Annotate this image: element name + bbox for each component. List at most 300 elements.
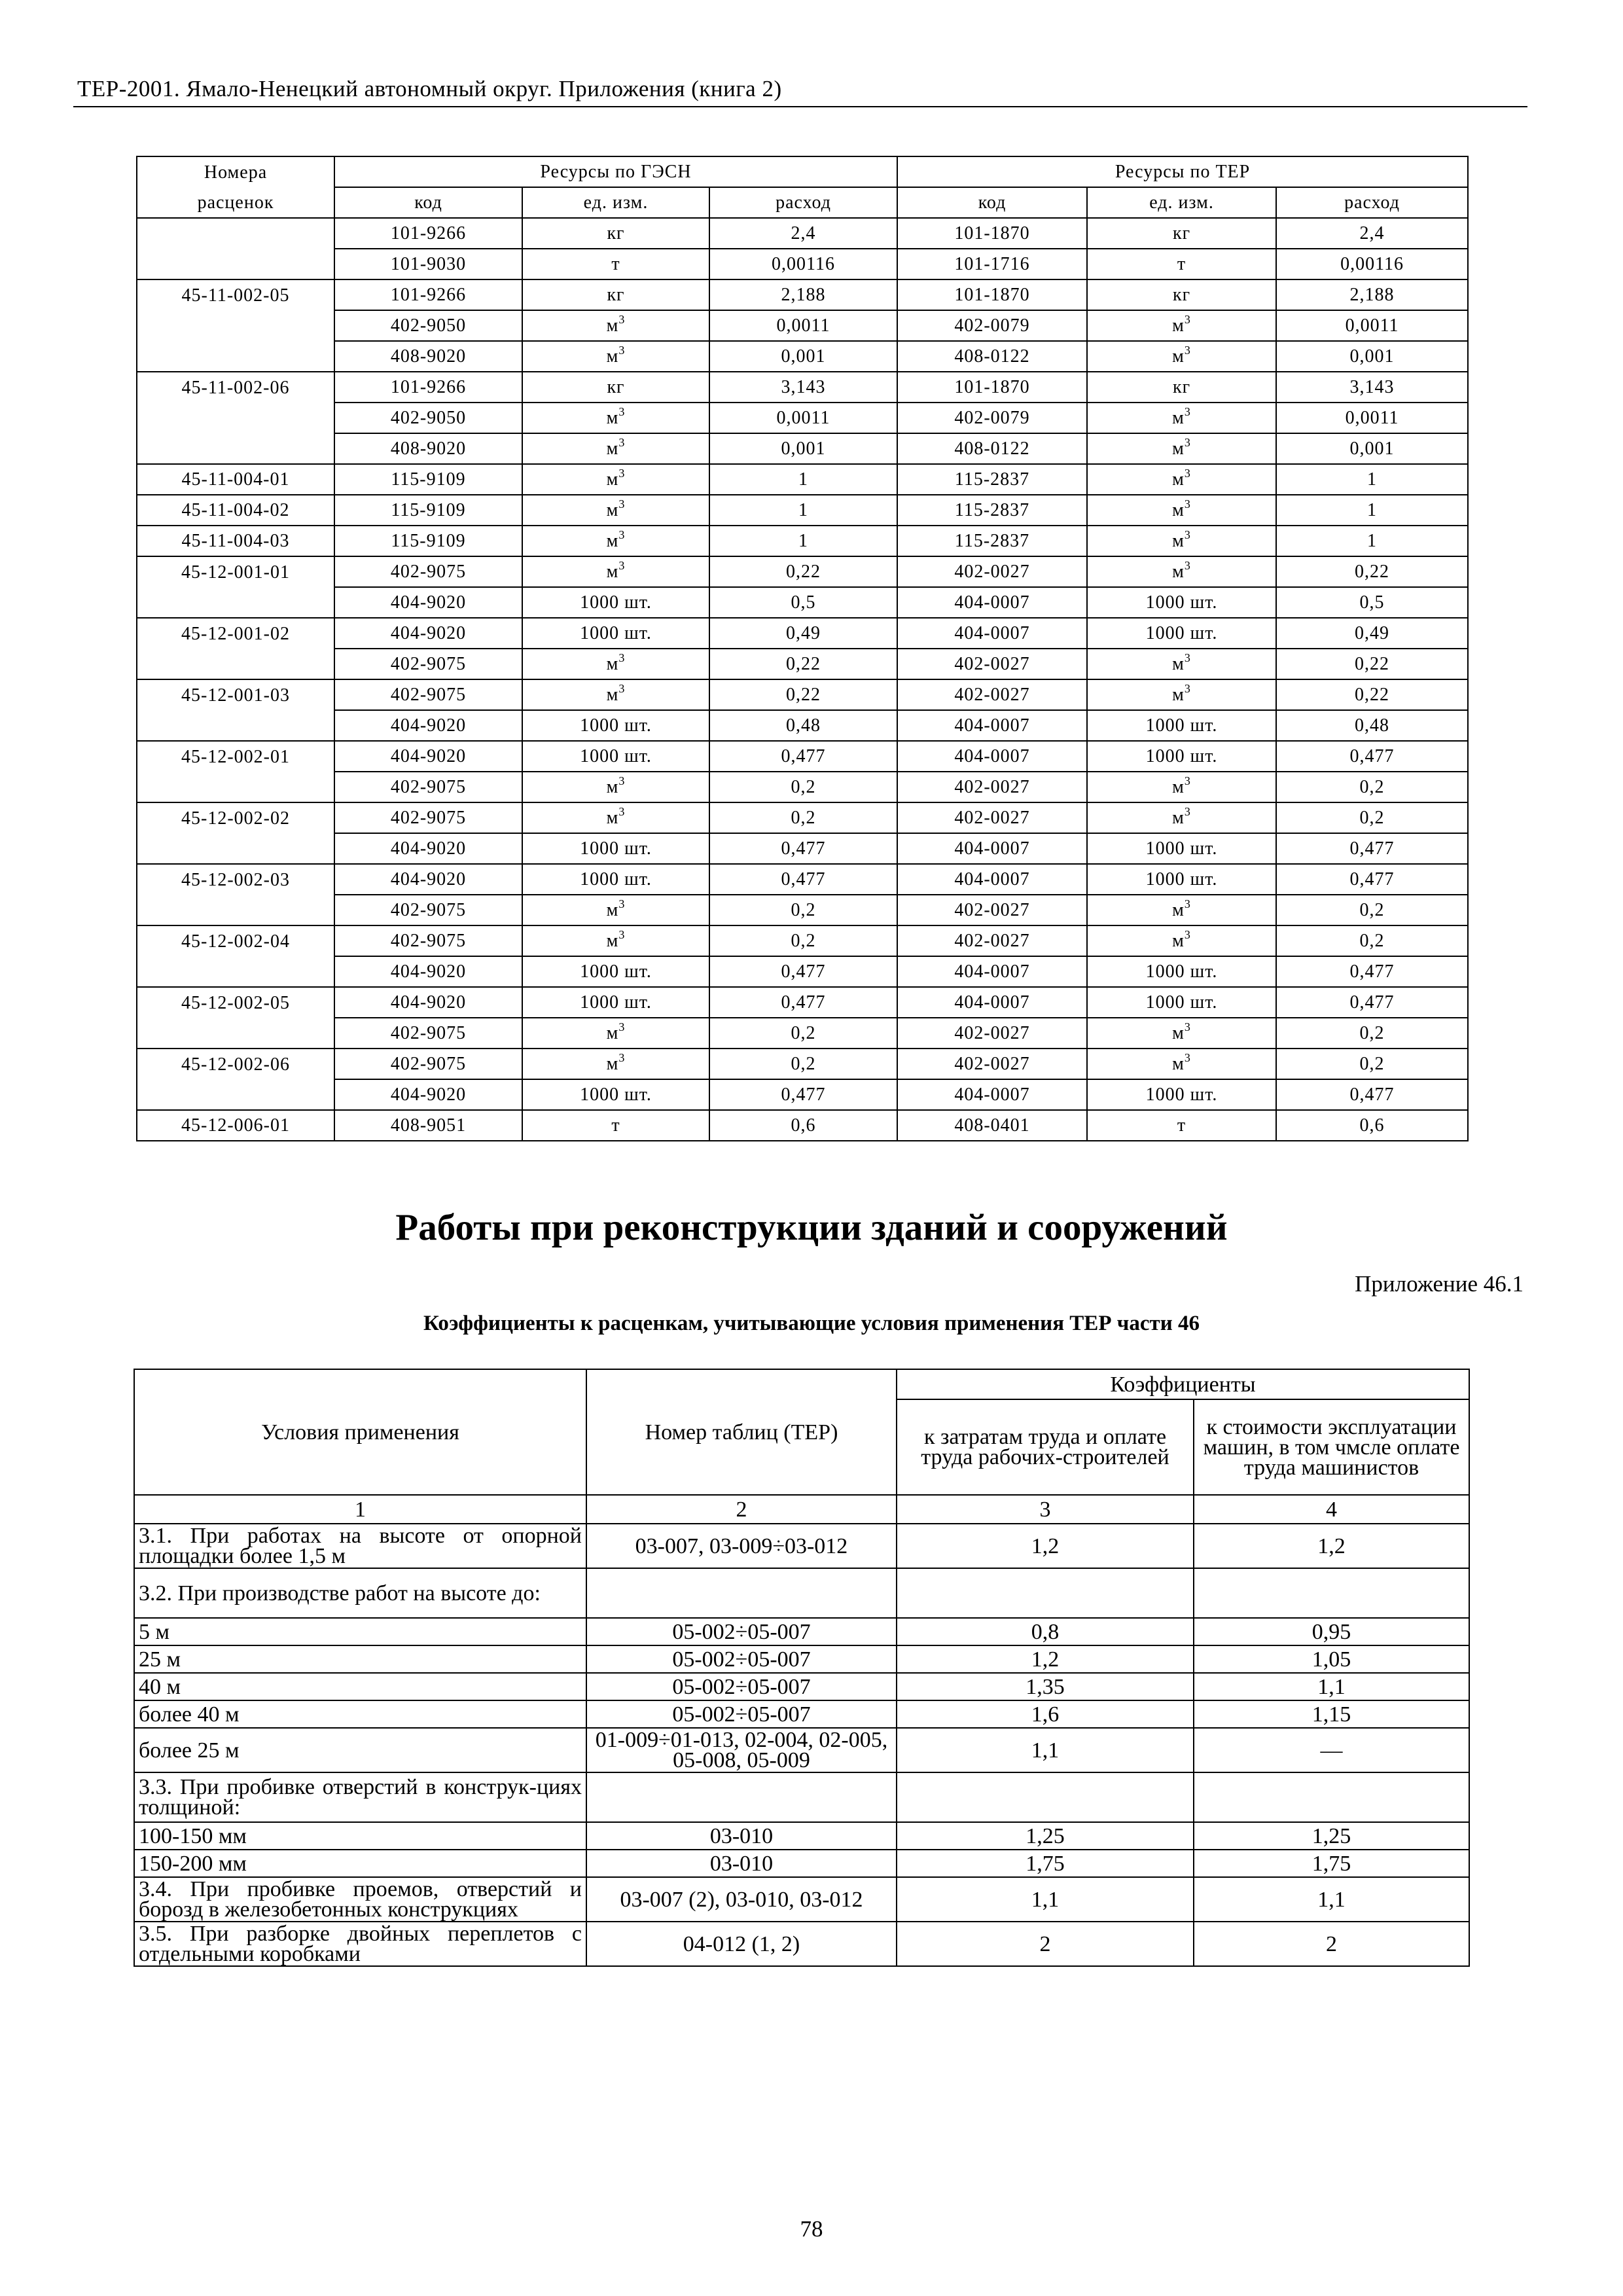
ter-consumption-cell: 1	[1276, 464, 1468, 495]
table-row	[137, 833, 1468, 864]
ter-unit-cell: 1000 шт.	[1087, 956, 1276, 987]
ter-code-cell: 402-0079	[897, 310, 1087, 341]
coefficients-title: Коэффициенты к расценкам, учитывающие условия применения ТЕР части 46	[423, 1312, 1200, 1335]
rate-number-cell	[137, 341, 334, 372]
ter-consumption-cell: 0,00116	[1276, 249, 1468, 279]
table-row	[137, 464, 1468, 495]
labor-coefficient-cell: 0,8	[897, 1618, 1194, 1645]
ter-code-cell: 115-2837	[897, 526, 1087, 556]
gesn-code-cell: 402-9075	[334, 802, 522, 833]
ter-unit-cell: 1000 шт.	[1087, 1079, 1276, 1110]
gesn-consumption-cell: 0,22	[709, 649, 897, 679]
gesn-unit-cell: т	[522, 1110, 709, 1141]
table-numbers-cell: 05-002÷05-007	[586, 1645, 897, 1673]
ter-code-cell: 408-0401	[897, 1110, 1087, 1141]
gesn-unit-cell: $м^3$	[522, 433, 709, 464]
gesn-consumption-cell: 0,22	[709, 556, 897, 587]
ter-consumption-cell: 0,48	[1276, 710, 1468, 741]
gesn-code-cell: 404-9020	[334, 741, 522, 772]
header-coefficients: Коэффициенты	[897, 1369, 1469, 1399]
gesn-code-cell: 408-9020	[334, 433, 522, 464]
ter-code-cell: 404-0007	[897, 710, 1087, 741]
ter-unit-cell: 1000 шт.	[1087, 710, 1276, 741]
gesn-unit-cell: кг	[522, 372, 709, 403]
header-ter-code: код	[897, 187, 1087, 218]
gesn-unit-cell: $м^3$	[522, 526, 709, 556]
table-row	[134, 1728, 1469, 1772]
gesn-code-cell: 402-9075	[334, 772, 522, 802]
gesn-consumption-cell: 2,4	[709, 218, 897, 249]
labor-coefficient-cell: 1,35	[897, 1673, 1194, 1700]
rate-number-cell: 45-12-002-02	[137, 802, 334, 833]
table-numbers-cell: 03-007, 03-009÷03-012	[586, 1524, 897, 1568]
machines-coefficient-cell	[1194, 1568, 1469, 1618]
gesn-consumption-cell: 0,2	[709, 772, 897, 802]
ter-unit-cell: 1000 шт.	[1087, 864, 1276, 895]
header-machines-coefficient: к стоимости эксплуатации машин, в том чмсле оплате труда машинистов	[1194, 1399, 1469, 1495]
gesn-consumption-cell: 0,477	[709, 987, 897, 1018]
machines-coefficient-cell	[1194, 1772, 1469, 1822]
header-gesn-code: код	[334, 187, 522, 218]
table-row	[134, 1822, 1469, 1850]
ter-consumption-cell: 0,22	[1276, 556, 1468, 587]
ter-code-cell: 402-0027	[897, 1049, 1087, 1079]
gesn-code-cell: 402-9075	[334, 925, 522, 956]
coefficients-table	[134, 1369, 1470, 1967]
ter-code-cell: 402-0027	[897, 1018, 1087, 1049]
table-row	[134, 1772, 1469, 1822]
condition-cell: 3.4. При пробивке проемов, отверстий и борозд в железобетонных конструкциях	[134, 1877, 586, 1922]
resources-table	[136, 156, 1469, 1141]
gesn-code-cell: 402-9075	[334, 1018, 522, 1049]
table-row	[137, 987, 1468, 1018]
table-row	[137, 1049, 1468, 1079]
gesn-unit-cell: кг	[522, 218, 709, 249]
gesn-consumption-cell: 0,5	[709, 587, 897, 618]
machines-coefficient-cell: 1,15	[1194, 1700, 1469, 1728]
ter-unit-cell: $м^3$	[1087, 1018, 1276, 1049]
machines-coefficient-cell: 1,1	[1194, 1877, 1469, 1922]
table-row	[137, 925, 1468, 956]
table-row	[137, 1018, 1468, 1049]
table-row	[137, 710, 1468, 741]
ter-consumption-cell: 0,477	[1276, 987, 1468, 1018]
gesn-consumption-cell: 0,477	[709, 741, 897, 772]
ter-consumption-cell: 0,2	[1276, 1018, 1468, 1049]
rate-number-cell	[137, 649, 334, 679]
table-row	[137, 1110, 1468, 1141]
condition-cell: 3.5. При разборке двойных переплетов с отдельными коробками	[134, 1922, 586, 1966]
ter-consumption-cell: 0,001	[1276, 341, 1468, 372]
table-row	[134, 1568, 1469, 1618]
table-numbers-cell: 05-002÷05-007	[586, 1618, 897, 1645]
labor-coefficient-cell: 1,2	[897, 1524, 1194, 1568]
rate-number-cell	[137, 403, 334, 433]
ter-code-cell: 402-0027	[897, 649, 1087, 679]
ter-code-cell: 402-0027	[897, 679, 1087, 710]
gesn-consumption-cell: 0,2	[709, 1018, 897, 1049]
gesn-unit-cell: 1000 шт.	[522, 833, 709, 864]
gesn-code-cell: 402-9075	[334, 679, 522, 710]
gesn-consumption-cell: 0,2	[709, 895, 897, 925]
gesn-unit-cell: 1000 шт.	[522, 587, 709, 618]
table-row	[137, 249, 1468, 279]
rate-number-cell	[137, 710, 334, 741]
column-number-3: 3	[897, 1495, 1194, 1524]
ter-code-cell: 101-1716	[897, 249, 1087, 279]
gesn-unit-cell: 1000 шт.	[522, 1079, 709, 1110]
section-title: Работы при реконструкции зданий и сооружений	[395, 1207, 1228, 1248]
ter-unit-cell: $м^3$	[1087, 925, 1276, 956]
condition-cell: 40 м	[134, 1673, 586, 1700]
ter-code-cell: 404-0007	[897, 618, 1087, 649]
rate-number-cell: 45-11-004-01	[137, 464, 334, 495]
column-number-1: 1	[134, 1495, 586, 1524]
gesn-code-cell: 101-9266	[334, 279, 522, 310]
gesn-unit-cell: $м^3$	[522, 925, 709, 956]
gesn-code-cell: 402-9050	[334, 310, 522, 341]
machines-coefficient-cell: 1,1	[1194, 1673, 1469, 1700]
gesn-consumption-cell: 0,0011	[709, 403, 897, 433]
gesn-code-cell: 402-9050	[334, 403, 522, 433]
gesn-code-cell: 101-9266	[334, 372, 522, 403]
gesn-consumption-cell: 0,0011	[709, 310, 897, 341]
table-row	[137, 895, 1468, 925]
header-ter-unit: ед. изм.	[1087, 187, 1276, 218]
ter-consumption-cell: 3,143	[1276, 372, 1468, 403]
header-gesn-consumption: расход	[709, 187, 897, 218]
rate-number-cell	[137, 895, 334, 925]
table-row	[134, 1673, 1469, 1700]
rate-number-cell: 45-12-001-03	[137, 679, 334, 710]
rate-number-cell: 45-12-006-01	[137, 1110, 334, 1141]
ter-code-cell: 402-0079	[897, 403, 1087, 433]
ter-unit-cell: 1000 шт.	[1087, 987, 1276, 1018]
ter-code-cell: 404-0007	[897, 864, 1087, 895]
header-ter-resources: Ресурсы по ТЕР	[897, 156, 1468, 187]
gesn-code-cell: 101-9266	[334, 218, 522, 249]
ter-unit-cell: 1000 шт.	[1087, 833, 1276, 864]
ter-code-cell: 101-1870	[897, 372, 1087, 403]
rate-number-cell: 45-12-002-01	[137, 741, 334, 772]
gesn-code-cell: 404-9020	[334, 956, 522, 987]
table-row	[137, 495, 1468, 526]
ter-code-cell: 404-0007	[897, 956, 1087, 987]
gesn-code-cell: 115-9109	[334, 526, 522, 556]
gesn-unit-cell: $м^3$	[522, 649, 709, 679]
rate-number-cell: 45-11-004-02	[137, 495, 334, 526]
table-row	[137, 679, 1468, 710]
gesn-code-cell: 404-9020	[334, 833, 522, 864]
ter-code-cell: 402-0027	[897, 895, 1087, 925]
header-conditions: Условия применения	[134, 1369, 586, 1495]
page-number: 78	[800, 2216, 823, 2242]
gesn-consumption-cell: 1	[709, 526, 897, 556]
ter-consumption-cell: 0,0011	[1276, 403, 1468, 433]
gesn-unit-cell: $м^3$	[522, 495, 709, 526]
condition-cell: 3.3. При пробивке отверстий в конструк-циях толщиной:	[134, 1772, 586, 1822]
ter-consumption-cell: 0,2	[1276, 802, 1468, 833]
gesn-consumption-cell: 0,6	[709, 1110, 897, 1141]
gesn-code-cell: 404-9020	[334, 864, 522, 895]
gesn-unit-cell: $м^3$	[522, 679, 709, 710]
table-numbers-cell: 04-012 (1, 2)	[586, 1922, 897, 1966]
table-row	[134, 1700, 1469, 1728]
gesn-unit-cell: $м^3$	[522, 1049, 709, 1079]
table-row	[134, 1524, 1469, 1568]
ter-consumption-cell: 2,4	[1276, 218, 1468, 249]
gesn-code-cell: 115-9109	[334, 495, 522, 526]
ter-unit-cell: $м^3$	[1087, 895, 1276, 925]
rate-number-cell	[137, 772, 334, 802]
ter-code-cell: 101-1870	[897, 218, 1087, 249]
labor-coefficient-cell: 1,1	[897, 1728, 1194, 1772]
column-number-2: 2	[586, 1495, 897, 1524]
labor-coefficient-cell: 1,25	[897, 1822, 1194, 1850]
rate-number-cell	[137, 310, 334, 341]
gesn-code-cell: 402-9075	[334, 649, 522, 679]
rate-number-cell: 45-12-002-03	[137, 864, 334, 895]
ter-code-cell: 101-1870	[897, 279, 1087, 310]
ter-consumption-cell: 0,001	[1276, 433, 1468, 464]
gesn-unit-cell: кг	[522, 279, 709, 310]
gesn-unit-cell: т	[522, 249, 709, 279]
rate-number-cell	[137, 218, 334, 249]
gesn-unit-cell: 1000 шт.	[522, 987, 709, 1018]
machines-coefficient-cell: —	[1194, 1728, 1469, 1772]
ter-unit-cell: 1000 шт.	[1087, 741, 1276, 772]
rate-number-cell: 45-12-002-05	[137, 987, 334, 1018]
running-header: ТЕР-2001. Ямало-Ненецкий автономный округ. Приложения (книга 2)	[77, 76, 782, 101]
rate-number-cell	[137, 833, 334, 864]
table-numbers-cell	[586, 1772, 897, 1822]
machines-coefficient-cell: 1,75	[1194, 1850, 1469, 1877]
ter-consumption-cell: 0,2	[1276, 925, 1468, 956]
gesn-code-cell: 404-9020	[334, 710, 522, 741]
gesn-unit-cell: $м^3$	[522, 403, 709, 433]
condition-cell: более 40 м	[134, 1700, 586, 1728]
table-row	[137, 341, 1468, 372]
table-row	[137, 433, 1468, 464]
gesn-unit-cell: $м^3$	[522, 310, 709, 341]
appendix-label: Приложение 46.1	[1355, 1271, 1524, 1297]
table-numbers-cell: 01-009÷01-013, 02-004, 02-005, 05-008, 05-009	[586, 1728, 897, 1772]
ter-unit-cell: $м^3$	[1087, 526, 1276, 556]
ter-consumption-cell: 0,5	[1276, 587, 1468, 618]
ter-unit-cell: $м^3$	[1087, 495, 1276, 526]
rate-number-cell	[137, 249, 334, 279]
ter-unit-cell: $м^3$	[1087, 403, 1276, 433]
ter-consumption-cell: 0,0011	[1276, 310, 1468, 341]
gesn-code-cell: 408-9020	[334, 341, 522, 372]
resources-table-body	[137, 218, 1468, 1141]
ter-code-cell: 402-0027	[897, 772, 1087, 802]
machines-coefficient-cell: 1,05	[1194, 1645, 1469, 1673]
gesn-consumption-cell: 0,22	[709, 679, 897, 710]
gesn-unit-cell: 1000 шт.	[522, 741, 709, 772]
table-row	[137, 526, 1468, 556]
rate-number-cell: 45-12-001-02	[137, 618, 334, 649]
ter-unit-cell: $м^3$	[1087, 556, 1276, 587]
table-row	[137, 802, 1468, 833]
gesn-code-cell: 408-9051	[334, 1110, 522, 1141]
ter-unit-cell: $м^3$	[1087, 310, 1276, 341]
condition-cell: 100-150 мм	[134, 1822, 586, 1850]
ter-code-cell: 402-0027	[897, 925, 1087, 956]
ter-consumption-cell: 0,477	[1276, 833, 1468, 864]
condition-cell: 3.1. При работах на высоте от опорной площадки более 1,5 м	[134, 1524, 586, 1568]
table-row	[134, 1618, 1469, 1645]
rate-number-cell	[137, 587, 334, 618]
table-row	[137, 864, 1468, 895]
gesn-code-cell: 402-9075	[334, 895, 522, 925]
ter-unit-cell: т	[1087, 249, 1276, 279]
gesn-unit-cell: $м^3$	[522, 1018, 709, 1049]
ter-code-cell: 404-0007	[897, 987, 1087, 1018]
labor-coefficient-cell	[897, 1772, 1194, 1822]
gesn-unit-cell: $м^3$	[522, 341, 709, 372]
ter-consumption-cell: 1	[1276, 526, 1468, 556]
condition-cell: 5 м	[134, 1618, 586, 1645]
labor-coefficient-cell: 2	[897, 1922, 1194, 1966]
ter-consumption-cell: 0,2	[1276, 895, 1468, 925]
gesn-consumption-cell: 0,001	[709, 433, 897, 464]
gesn-consumption-cell: 0,477	[709, 1079, 897, 1110]
gesn-consumption-cell: 1	[709, 495, 897, 526]
ter-consumption-cell: 0,477	[1276, 956, 1468, 987]
header-rule	[73, 106, 1527, 107]
rate-number-cell: 45-12-002-06	[137, 1049, 334, 1079]
header-rates: расценок	[137, 187, 334, 218]
rate-number-cell: 45-12-002-04	[137, 925, 334, 956]
ter-unit-cell: $м^3$	[1087, 649, 1276, 679]
gesn-unit-cell: $м^3$	[522, 772, 709, 802]
table-row	[137, 956, 1468, 987]
machines-coefficient-cell: 0,95	[1194, 1618, 1469, 1645]
machines-coefficient-cell: 1,25	[1194, 1822, 1469, 1850]
ter-consumption-cell: 0,22	[1276, 679, 1468, 710]
ter-unit-cell: т	[1087, 1110, 1276, 1141]
ter-code-cell: 404-0007	[897, 1079, 1087, 1110]
header-gesn-resources: Ресурсы по ГЭСН	[334, 156, 897, 187]
gesn-code-cell: 404-9020	[334, 618, 522, 649]
gesn-unit-cell: 1000 шт.	[522, 710, 709, 741]
ter-code-cell: 404-0007	[897, 741, 1087, 772]
table-numbers-cell: 03-010	[586, 1850, 897, 1877]
gesn-code-cell: 115-9109	[334, 464, 522, 495]
gesn-unit-cell: $м^3$	[522, 802, 709, 833]
table-row	[134, 1922, 1469, 1966]
ter-consumption-cell: 1	[1276, 495, 1468, 526]
ter-code-cell: 404-0007	[897, 587, 1087, 618]
gesn-consumption-cell: 0,2	[709, 925, 897, 956]
gesn-code-cell: 101-9030	[334, 249, 522, 279]
ter-unit-cell: $м^3$	[1087, 464, 1276, 495]
ter-consumption-cell: 0,477	[1276, 741, 1468, 772]
rate-number-cell: 45-12-001-01	[137, 556, 334, 587]
ter-unit-cell: $м^3$	[1087, 433, 1276, 464]
ter-unit-cell: $м^3$	[1087, 679, 1276, 710]
rate-number-cell	[137, 1079, 334, 1110]
gesn-consumption-cell: 0,2	[709, 1049, 897, 1079]
header-gesn-unit: ед. изм.	[522, 187, 709, 218]
ter-unit-cell: кг	[1087, 279, 1276, 310]
table-numbers-cell: 03-010	[586, 1822, 897, 1850]
rate-number-cell	[137, 1018, 334, 1049]
ter-code-cell: 402-0027	[897, 556, 1087, 587]
ter-unit-cell: кг	[1087, 218, 1276, 249]
ter-consumption-cell: 0,477	[1276, 864, 1468, 895]
labor-coefficient-cell: 1,6	[897, 1700, 1194, 1728]
gesn-consumption-cell: 0,48	[709, 710, 897, 741]
ter-unit-cell: 1000 шт.	[1087, 618, 1276, 649]
ter-code-cell: 115-2837	[897, 464, 1087, 495]
gesn-code-cell: 402-9075	[334, 1049, 522, 1079]
machines-coefficient-cell: 2	[1194, 1922, 1469, 1966]
header-rate-numbers: Номера	[137, 156, 334, 187]
table-row	[137, 772, 1468, 802]
ter-consumption-cell: 0,477	[1276, 1079, 1468, 1110]
labor-coefficient-cell: 1,2	[897, 1645, 1194, 1673]
gesn-unit-cell: $м^3$	[522, 464, 709, 495]
condition-cell: 150-200 мм	[134, 1850, 586, 1877]
ter-consumption-cell: 0,49	[1276, 618, 1468, 649]
gesn-unit-cell: $м^3$	[522, 895, 709, 925]
ter-unit-cell: $м^3$	[1087, 1049, 1276, 1079]
machines-coefficient-cell: 1,2	[1194, 1524, 1469, 1568]
gesn-unit-cell: 1000 шт.	[522, 864, 709, 895]
gesn-consumption-cell: 0,00116	[709, 249, 897, 279]
ter-consumption-cell: 0,2	[1276, 772, 1468, 802]
gesn-consumption-cell: 0,477	[709, 864, 897, 895]
header-labor-coefficient: к затратам труда и оплате труда рабочих-строителей	[897, 1399, 1194, 1495]
table-numbers-cell: 05-002÷05-007	[586, 1673, 897, 1700]
gesn-consumption-cell: 0,477	[709, 956, 897, 987]
gesn-code-cell: 402-9075	[334, 556, 522, 587]
ter-unit-cell: $м^3$	[1087, 772, 1276, 802]
table-numbers-cell	[586, 1568, 897, 1618]
table-row	[137, 587, 1468, 618]
gesn-consumption-cell: 1	[709, 464, 897, 495]
gesn-consumption-cell: 3,143	[709, 372, 897, 403]
labor-coefficient-cell	[897, 1568, 1194, 1618]
table-row	[137, 218, 1468, 249]
column-number-4: 4	[1194, 1495, 1469, 1524]
gesn-consumption-cell: 2,188	[709, 279, 897, 310]
table-row	[137, 279, 1468, 310]
condition-cell: более 25 м	[134, 1728, 586, 1772]
labor-coefficient-cell: 1,75	[897, 1850, 1194, 1877]
table-numbers-cell: 05-002÷05-007	[586, 1700, 897, 1728]
table-row	[134, 1877, 1469, 1922]
rate-number-cell	[137, 433, 334, 464]
gesn-code-cell: 404-9020	[334, 1079, 522, 1110]
condition-cell: 25 м	[134, 1645, 586, 1673]
gesn-consumption-cell: 0,477	[709, 833, 897, 864]
ter-unit-cell: $м^3$	[1087, 802, 1276, 833]
gesn-consumption-cell: 0,2	[709, 802, 897, 833]
table-row	[137, 618, 1468, 649]
labor-coefficient-cell: 1,1	[897, 1877, 1194, 1922]
ter-consumption-cell: 0,2	[1276, 1049, 1468, 1079]
ter-unit-cell: кг	[1087, 372, 1276, 403]
table-numbers-cell: 03-007 (2), 03-010, 03-012	[586, 1877, 897, 1922]
rate-number-cell: 45-11-004-03	[137, 526, 334, 556]
table-row	[137, 556, 1468, 587]
rate-number-cell: 45-11-002-05	[137, 279, 334, 310]
ter-code-cell: 404-0007	[897, 833, 1087, 864]
ter-code-cell: 402-0027	[897, 802, 1087, 833]
